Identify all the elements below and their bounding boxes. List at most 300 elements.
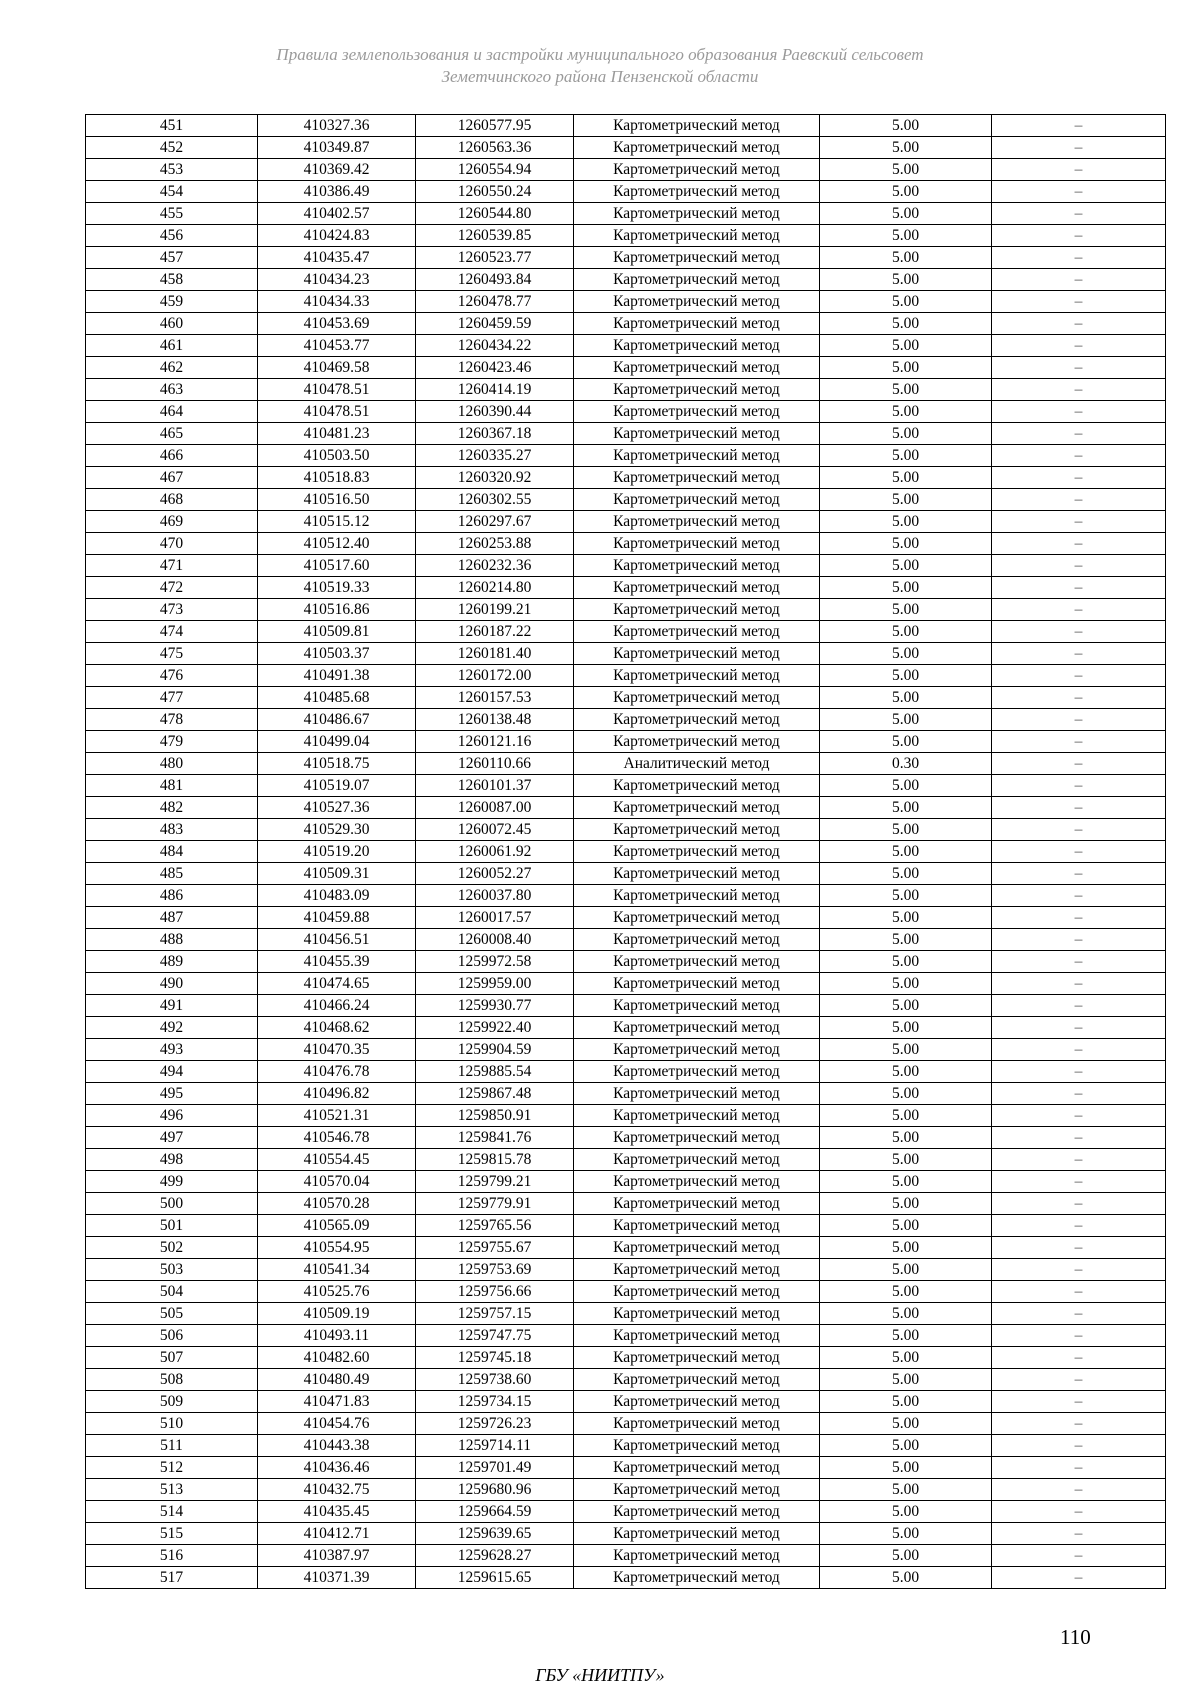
y-coordinate-cell: 1259745.18 — [416, 1347, 574, 1369]
y-coordinate-cell: 1260232.36 — [416, 555, 574, 577]
table-row — [86, 423, 1166, 445]
point-number-cell: 508 — [86, 1369, 258, 1391]
note-cell: – — [992, 1391, 1166, 1413]
y-coordinate-cell: 1260214.80 — [416, 577, 574, 599]
point-number-cell: 501 — [86, 1215, 258, 1237]
point-number-cell: 452 — [86, 137, 258, 159]
note-cell: – — [992, 709, 1166, 731]
method-cell: Картометрический метод — [574, 1149, 820, 1171]
point-number-cell: 470 — [86, 533, 258, 555]
y-coordinate-cell: 1260493.84 — [416, 269, 574, 291]
table-row — [86, 1347, 1166, 1369]
note-cell: – — [992, 599, 1166, 621]
method-cell: Картометрический метод — [574, 907, 820, 929]
method-cell: Картометрический метод — [574, 1259, 820, 1281]
table-row — [86, 995, 1166, 1017]
y-coordinate-cell: 1260087.00 — [416, 797, 574, 819]
note-cell: – — [992, 687, 1166, 709]
accuracy-cell: 5.00 — [820, 115, 992, 137]
point-number-cell: 513 — [86, 1479, 258, 1501]
y-coordinate-cell: 1260367.18 — [416, 423, 574, 445]
point-number-cell: 502 — [86, 1237, 258, 1259]
table-row — [86, 1369, 1166, 1391]
note-cell: – — [992, 159, 1166, 181]
accuracy-cell: 5.00 — [820, 819, 992, 841]
table-row — [86, 1457, 1166, 1479]
method-cell: Картометрический метод — [574, 445, 820, 467]
note-cell: – — [992, 995, 1166, 1017]
y-coordinate-cell: 1259930.77 — [416, 995, 574, 1017]
method-cell: Картометрический метод — [574, 1039, 820, 1061]
table-row — [86, 225, 1166, 247]
table-row — [86, 313, 1166, 335]
method-cell: Картометрический метод — [574, 1347, 820, 1369]
method-cell: Картометрический метод — [574, 225, 820, 247]
note-cell: – — [992, 489, 1166, 511]
table-row — [86, 1259, 1166, 1281]
x-coordinate-cell: 410471.83 — [258, 1391, 416, 1413]
accuracy-cell: 5.00 — [820, 1215, 992, 1237]
table-row — [86, 1281, 1166, 1303]
y-coordinate-cell: 1260302.55 — [416, 489, 574, 511]
method-cell: Картометрический метод — [574, 995, 820, 1017]
accuracy-cell: 5.00 — [820, 731, 992, 753]
note-cell: – — [992, 1017, 1166, 1039]
x-coordinate-cell: 410349.87 — [258, 137, 416, 159]
y-coordinate-cell: 1260017.57 — [416, 907, 574, 929]
table-row — [86, 247, 1166, 269]
note-cell: – — [992, 269, 1166, 291]
y-coordinate-cell: 1260523.77 — [416, 247, 574, 269]
y-coordinate-cell: 1259755.67 — [416, 1237, 574, 1259]
accuracy-cell: 5.00 — [820, 1105, 992, 1127]
accuracy-cell: 5.00 — [820, 863, 992, 885]
note-cell: – — [992, 401, 1166, 423]
y-coordinate-cell: 1259628.27 — [416, 1545, 574, 1567]
note-cell: – — [992, 1083, 1166, 1105]
method-cell: Картометрический метод — [574, 115, 820, 137]
point-number-cell: 488 — [86, 929, 258, 951]
y-coordinate-cell: 1259765.56 — [416, 1215, 574, 1237]
accuracy-cell: 5.00 — [820, 885, 992, 907]
x-coordinate-cell: 410478.51 — [258, 401, 416, 423]
accuracy-cell: 5.00 — [820, 335, 992, 357]
table-row — [86, 863, 1166, 885]
method-cell: Картометрический метод — [574, 1061, 820, 1083]
y-coordinate-cell: 1259779.91 — [416, 1193, 574, 1215]
method-cell: Картометрический метод — [574, 1567, 820, 1589]
point-number-cell: 474 — [86, 621, 258, 643]
note-cell: – — [992, 1061, 1166, 1083]
table-row — [86, 357, 1166, 379]
x-coordinate-cell: 410517.60 — [258, 555, 416, 577]
y-coordinate-cell: 1259972.58 — [416, 951, 574, 973]
method-cell: Картометрический метод — [574, 841, 820, 863]
accuracy-cell: 5.00 — [820, 1237, 992, 1259]
x-coordinate-cell: 410387.97 — [258, 1545, 416, 1567]
x-coordinate-cell: 410546.78 — [258, 1127, 416, 1149]
accuracy-cell: 5.00 — [820, 1413, 992, 1435]
accuracy-cell: 0.30 — [820, 753, 992, 775]
table-row — [86, 907, 1166, 929]
table-row — [86, 1303, 1166, 1325]
table-row — [86, 951, 1166, 973]
table-row — [86, 1105, 1166, 1127]
table-row — [86, 159, 1166, 181]
x-coordinate-cell: 410482.60 — [258, 1347, 416, 1369]
y-coordinate-cell: 1259714.11 — [416, 1435, 574, 1457]
accuracy-cell: 5.00 — [820, 1039, 992, 1061]
x-coordinate-cell: 410456.51 — [258, 929, 416, 951]
table-row — [86, 1545, 1166, 1567]
point-number-cell: 517 — [86, 1567, 258, 1589]
note-cell: – — [992, 1193, 1166, 1215]
y-coordinate-cell: 1260072.45 — [416, 819, 574, 841]
accuracy-cell: 5.00 — [820, 423, 992, 445]
table-row — [86, 445, 1166, 467]
y-coordinate-cell: 1260539.85 — [416, 225, 574, 247]
method-cell: Картометрический метод — [574, 819, 820, 841]
note-cell: – — [992, 357, 1166, 379]
x-coordinate-cell: 410455.39 — [258, 951, 416, 973]
y-coordinate-cell: 1260157.53 — [416, 687, 574, 709]
note-cell: – — [992, 907, 1166, 929]
table-row — [86, 291, 1166, 313]
point-number-cell: 497 — [86, 1127, 258, 1149]
x-coordinate-cell: 410565.09 — [258, 1215, 416, 1237]
y-coordinate-cell: 1260101.37 — [416, 775, 574, 797]
y-coordinate-cell: 1260414.19 — [416, 379, 574, 401]
table-row — [86, 1479, 1166, 1501]
method-cell: Картометрический метод — [574, 687, 820, 709]
coordinates-table-body — [86, 115, 1166, 1589]
y-coordinate-cell: 1260187.22 — [416, 621, 574, 643]
method-cell: Картометрический метод — [574, 291, 820, 313]
x-coordinate-cell: 410468.62 — [258, 1017, 416, 1039]
method-cell: Картометрический метод — [574, 1457, 820, 1479]
accuracy-cell: 5.00 — [820, 929, 992, 951]
method-cell: Картометрический метод — [574, 797, 820, 819]
table-row — [86, 1193, 1166, 1215]
point-number-cell: 471 — [86, 555, 258, 577]
x-coordinate-cell: 410371.39 — [258, 1567, 416, 1589]
table-row — [86, 665, 1166, 687]
y-coordinate-cell: 1260434.22 — [416, 335, 574, 357]
accuracy-cell: 5.00 — [820, 269, 992, 291]
method-cell: Картометрический метод — [574, 1237, 820, 1259]
note-cell: – — [992, 511, 1166, 533]
y-coordinate-cell: 1259664.59 — [416, 1501, 574, 1523]
method-cell: Картометрический метод — [574, 1523, 820, 1545]
method-cell: Картометрический метод — [574, 269, 820, 291]
y-coordinate-cell: 1260550.24 — [416, 181, 574, 203]
point-number-cell: 468 — [86, 489, 258, 511]
y-coordinate-cell: 1260052.27 — [416, 863, 574, 885]
x-coordinate-cell: 410435.47 — [258, 247, 416, 269]
note-cell: – — [992, 379, 1166, 401]
y-coordinate-cell: 1260181.40 — [416, 643, 574, 665]
x-coordinate-cell: 410541.34 — [258, 1259, 416, 1281]
x-coordinate-cell: 410554.45 — [258, 1149, 416, 1171]
table-row — [86, 621, 1166, 643]
table-row — [86, 1325, 1166, 1347]
method-cell: Картометрический метод — [574, 1127, 820, 1149]
table-row — [86, 973, 1166, 995]
point-number-cell: 503 — [86, 1259, 258, 1281]
table-row — [86, 1237, 1166, 1259]
table-row — [86, 555, 1166, 577]
x-coordinate-cell: 410470.35 — [258, 1039, 416, 1061]
table-row — [86, 753, 1166, 775]
y-coordinate-cell: 1259639.65 — [416, 1523, 574, 1545]
page-footer: ГБУ «НИИТПУ» — [535, 1665, 665, 1685]
accuracy-cell: 5.00 — [820, 621, 992, 643]
y-coordinate-cell: 1259867.48 — [416, 1083, 574, 1105]
accuracy-cell: 5.00 — [820, 247, 992, 269]
note-cell: – — [992, 1523, 1166, 1545]
table-row — [86, 1567, 1166, 1589]
point-number-cell: 507 — [86, 1347, 258, 1369]
x-coordinate-cell: 410480.49 — [258, 1369, 416, 1391]
point-number-cell: 492 — [86, 1017, 258, 1039]
header-title-line-1: Правила землепользования и застройки муниципального образования Раевский сельсовет — [276, 45, 924, 64]
table-row — [86, 775, 1166, 797]
note-cell: – — [992, 1369, 1166, 1391]
point-number-cell: 453 — [86, 159, 258, 181]
method-cell: Картометрический метод — [574, 1215, 820, 1237]
table-row — [86, 929, 1166, 951]
point-number-cell: 476 — [86, 665, 258, 687]
method-cell: Картометрический метод — [574, 247, 820, 269]
point-number-cell: 485 — [86, 863, 258, 885]
note-cell: – — [992, 291, 1166, 313]
table-row — [86, 687, 1166, 709]
y-coordinate-cell: 1259747.75 — [416, 1325, 574, 1347]
note-cell: – — [992, 1149, 1166, 1171]
accuracy-cell: 5.00 — [820, 313, 992, 335]
accuracy-cell: 5.00 — [820, 159, 992, 181]
method-cell: Картометрический метод — [574, 1325, 820, 1347]
accuracy-cell: 5.00 — [820, 1259, 992, 1281]
table-row — [86, 731, 1166, 753]
accuracy-cell: 5.00 — [820, 489, 992, 511]
table-row — [86, 1149, 1166, 1171]
method-cell: Картометрический метод — [574, 1545, 820, 1567]
accuracy-cell: 5.00 — [820, 533, 992, 555]
table-row — [86, 401, 1166, 423]
accuracy-cell: 5.00 — [820, 357, 992, 379]
note-cell: – — [992, 203, 1166, 225]
accuracy-cell: 5.00 — [820, 973, 992, 995]
note-cell: – — [992, 533, 1166, 555]
method-cell: Картометрический метод — [574, 1479, 820, 1501]
point-number-cell: 451 — [86, 115, 258, 137]
note-cell: – — [992, 225, 1166, 247]
point-number-cell: 491 — [86, 995, 258, 1017]
method-cell: Картометрический метод — [574, 1017, 820, 1039]
method-cell: Картометрический метод — [574, 1369, 820, 1391]
point-number-cell: 505 — [86, 1303, 258, 1325]
x-coordinate-cell: 410521.31 — [258, 1105, 416, 1127]
x-coordinate-cell: 410481.23 — [258, 423, 416, 445]
point-number-cell: 477 — [86, 687, 258, 709]
x-coordinate-cell: 410434.33 — [258, 291, 416, 313]
x-coordinate-cell: 410509.81 — [258, 621, 416, 643]
note-cell: – — [992, 753, 1166, 775]
accuracy-cell: 5.00 — [820, 797, 992, 819]
x-coordinate-cell: 410503.50 — [258, 445, 416, 467]
point-number-cell: 478 — [86, 709, 258, 731]
note-cell: – — [992, 423, 1166, 445]
y-coordinate-cell: 1259841.76 — [416, 1127, 574, 1149]
x-coordinate-cell: 410570.04 — [258, 1171, 416, 1193]
point-number-cell: 460 — [86, 313, 258, 335]
point-number-cell: 489 — [86, 951, 258, 973]
x-coordinate-cell: 410519.33 — [258, 577, 416, 599]
point-number-cell: 516 — [86, 1545, 258, 1567]
accuracy-cell: 5.00 — [820, 1061, 992, 1083]
method-cell: Картометрический метод — [574, 1435, 820, 1457]
accuracy-cell: 5.00 — [820, 995, 992, 1017]
note-cell: – — [992, 1127, 1166, 1149]
note-cell: – — [992, 775, 1166, 797]
method-cell: Картометрический метод — [574, 533, 820, 555]
y-coordinate-cell: 1260459.59 — [416, 313, 574, 335]
method-cell: Картометрический метод — [574, 1083, 820, 1105]
x-coordinate-cell: 410466.24 — [258, 995, 416, 1017]
y-coordinate-cell: 1259726.23 — [416, 1413, 574, 1435]
accuracy-cell: 5.00 — [820, 401, 992, 423]
y-coordinate-cell: 1259922.40 — [416, 1017, 574, 1039]
method-cell: Картометрический метод — [574, 357, 820, 379]
point-number-cell: 465 — [86, 423, 258, 445]
note-cell: – — [992, 1325, 1166, 1347]
accuracy-cell: 5.00 — [820, 445, 992, 467]
x-coordinate-cell: 410424.83 — [258, 225, 416, 247]
table-row — [86, 885, 1166, 907]
y-coordinate-cell: 1260110.66 — [416, 753, 574, 775]
accuracy-cell: 5.00 — [820, 1567, 992, 1589]
method-cell: Картометрический метод — [574, 621, 820, 643]
y-coordinate-cell: 1259753.69 — [416, 1259, 574, 1281]
accuracy-cell: 5.00 — [820, 1347, 992, 1369]
x-coordinate-cell: 410483.09 — [258, 885, 416, 907]
y-coordinate-cell: 1260297.67 — [416, 511, 574, 533]
point-number-cell: 486 — [86, 885, 258, 907]
table-row — [86, 1083, 1166, 1105]
table-row — [86, 643, 1166, 665]
accuracy-cell: 5.00 — [820, 1457, 992, 1479]
x-coordinate-cell: 410509.19 — [258, 1303, 416, 1325]
accuracy-cell: 5.00 — [820, 1479, 992, 1501]
x-coordinate-cell: 410434.23 — [258, 269, 416, 291]
table-row — [86, 1523, 1166, 1545]
y-coordinate-cell: 1259680.96 — [416, 1479, 574, 1501]
method-cell: Картометрический метод — [574, 181, 820, 203]
x-coordinate-cell: 410369.42 — [258, 159, 416, 181]
note-cell: – — [992, 335, 1166, 357]
y-coordinate-cell: 1260390.44 — [416, 401, 574, 423]
point-number-cell: 466 — [86, 445, 258, 467]
note-cell: – — [992, 1413, 1166, 1435]
note-cell: – — [992, 819, 1166, 841]
method-cell: Картометрический метод — [574, 379, 820, 401]
point-number-cell: 467 — [86, 467, 258, 489]
accuracy-cell: 5.00 — [820, 1303, 992, 1325]
y-coordinate-cell: 1259756.66 — [416, 1281, 574, 1303]
note-cell: – — [992, 1259, 1166, 1281]
point-number-cell: 504 — [86, 1281, 258, 1303]
y-coordinate-cell: 1260544.80 — [416, 203, 574, 225]
method-cell: Картометрический метод — [574, 335, 820, 357]
point-number-cell: 472 — [86, 577, 258, 599]
x-coordinate-cell: 410469.58 — [258, 357, 416, 379]
point-number-cell: 510 — [86, 1413, 258, 1435]
accuracy-cell: 5.00 — [820, 1171, 992, 1193]
table-row — [86, 577, 1166, 599]
accuracy-cell: 5.00 — [820, 1281, 992, 1303]
note-cell: – — [992, 929, 1166, 951]
point-number-cell: 515 — [86, 1523, 258, 1545]
accuracy-cell: 5.00 — [820, 1501, 992, 1523]
y-coordinate-cell: 1260577.95 — [416, 115, 574, 137]
point-number-cell: 495 — [86, 1083, 258, 1105]
y-coordinate-cell: 1259850.91 — [416, 1105, 574, 1127]
y-coordinate-cell: 1260199.21 — [416, 599, 574, 621]
y-coordinate-cell: 1259738.60 — [416, 1369, 574, 1391]
table-row — [86, 269, 1166, 291]
point-number-cell: 463 — [86, 379, 258, 401]
point-number-cell: 475 — [86, 643, 258, 665]
x-coordinate-cell: 410529.30 — [258, 819, 416, 841]
method-cell: Аналитический метод — [574, 753, 820, 775]
point-number-cell: 457 — [86, 247, 258, 269]
accuracy-cell: 5.00 — [820, 951, 992, 973]
note-cell: – — [992, 973, 1166, 995]
x-coordinate-cell: 410512.40 — [258, 533, 416, 555]
x-coordinate-cell: 410499.04 — [258, 731, 416, 753]
x-coordinate-cell: 410453.69 — [258, 313, 416, 335]
point-number-cell: 509 — [86, 1391, 258, 1413]
x-coordinate-cell: 410525.76 — [258, 1281, 416, 1303]
accuracy-cell: 5.00 — [820, 181, 992, 203]
method-cell: Картометрический метод — [574, 1193, 820, 1215]
point-number-cell: 484 — [86, 841, 258, 863]
x-coordinate-cell: 410516.86 — [258, 599, 416, 621]
table-row — [86, 819, 1166, 841]
note-cell: – — [992, 1303, 1166, 1325]
accuracy-cell: 5.00 — [820, 643, 992, 665]
x-coordinate-cell: 410491.38 — [258, 665, 416, 687]
page-number: 110 — [1060, 1625, 1091, 1649]
note-cell: – — [992, 467, 1166, 489]
method-cell: Картометрический метод — [574, 401, 820, 423]
table-row — [86, 335, 1166, 357]
y-coordinate-cell: 1259701.49 — [416, 1457, 574, 1479]
point-number-cell: 494 — [86, 1061, 258, 1083]
x-coordinate-cell: 410432.75 — [258, 1479, 416, 1501]
table-row — [86, 709, 1166, 731]
point-number-cell: 483 — [86, 819, 258, 841]
y-coordinate-cell: 1260563.36 — [416, 137, 574, 159]
note-cell: – — [992, 1105, 1166, 1127]
x-coordinate-cell: 410454.76 — [258, 1413, 416, 1435]
table-row — [86, 797, 1166, 819]
x-coordinate-cell: 410459.88 — [258, 907, 416, 929]
method-cell: Картометрический метод — [574, 1413, 820, 1435]
table-row — [86, 1215, 1166, 1237]
y-coordinate-cell: 1260138.48 — [416, 709, 574, 731]
